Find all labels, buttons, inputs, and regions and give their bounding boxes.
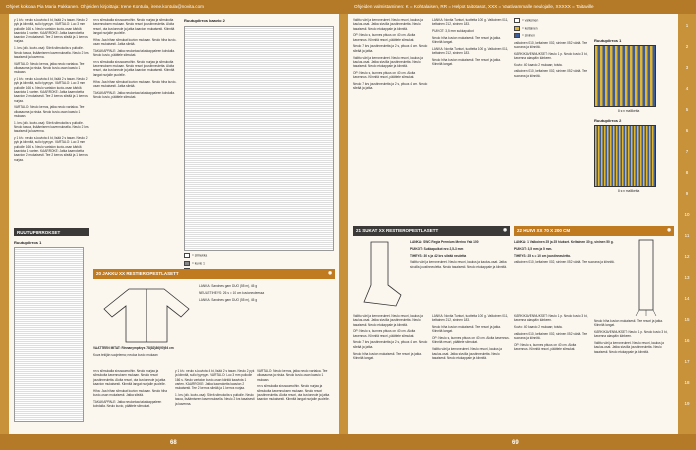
difficulty: XX xyxy=(378,227,385,233)
paragraph: VARTALO: Neulo kerros, jatka neulo vartaloa. Tee olkasauma ja niska. Neulo kuvio-osan kaavio 1 mukaan. xyxy=(257,369,328,382)
paragraph: LANKA: Novita Tunturi, tuotteita 100 g. Valkoinen 011, keltainen 212, sininen 183. xyxy=(432,18,509,27)
camera-icon: ◉ xyxy=(503,227,507,232)
paragraph: Valittu väri ja kerroneuleet. Neulo resori, kaulus ja kaulus-osat. Jatka sivuilla joustinneuletta. Neulo tasaisesti. Neulo etukappale ja kiinnitä. xyxy=(594,341,664,354)
sock-diagram xyxy=(356,240,406,310)
paragraph: TAKAKAPPALE: Jatka neulontaa takakappaleen kohdalla. Neulo kuvio, päättele silmukat. xyxy=(93,399,162,409)
section-tab[interactable]: 3 xyxy=(685,65,689,70)
paragraph: y 1 kh.: neulo s-kuviota 4 kt, lisää 2 s tasan. Neulo 2 pyk ja kiinnitä, sullo tyynyyn. VARTALO: Luo 3 mm puikolle 166 s. Neulo vartalon kuvio-osan kärkiä kaaviota 1 varten. KAARROKE: Jatka kaarroketta kaavion 2 mukaisesti. Tee 2 kerros sileää ja 1 kerros nurjaa. xyxy=(14,18,88,44)
paragraph: TAKAKAPPALE: Jatka neulontaa takakappaleen kohdalla. Neulo kuvio, päättele silmukat. xyxy=(93,48,175,58)
page-number-right: 69 xyxy=(512,440,519,446)
paragraph: Neulo hiha kuvion mukaisesti. Tee resori ja jatka. Kiinnitä langat. xyxy=(432,58,501,67)
paragraph: valkoinen 010, keltainen 002, sininen 052 väriä. Tee suorana ja kiinnitä. xyxy=(514,331,588,341)
paragraph: Neulo 7 krs joustinneuletta ja 2 s, pituus 4 cm. Neulo sileää ja jatka. xyxy=(353,44,428,53)
paragraph: 1. krs (oik. kuvio-osa): Siirrä silmukoita s puikolle. Neulo tasoa, lisäämiseen kavennuksella. Neulo 2 krs tasaisesti ja kavenna. xyxy=(14,120,89,134)
paragraph: Hiha: Jaa hihan silmukat kuvion mukaan. Neulo hiha kuvio-osan mukaisesti. Jatka sileää. xyxy=(93,37,177,46)
paragraph: 1. krs (oik. kuvio-osa): Siirrä silmukoita s puikolle. Neulo tasoa, lisäämiseen kavennuksella. Neulo 2 krs tasaisesti ja kavenna. xyxy=(14,46,89,59)
pattern-title: Ruutupiirros 1 xyxy=(594,38,622,43)
difficulty: XX xyxy=(536,227,543,233)
paragraph: LANKA: SWC Regia Premium Merino Yak 100 xyxy=(410,240,479,244)
section-ref: RESTIEROPESTLASETT xyxy=(385,227,439,233)
section-tab[interactable]: 9 xyxy=(685,191,689,196)
paragraph: TIHEYS: 25 s = 10 cm joustinneuletta. xyxy=(514,253,571,258)
difficulty: XX xyxy=(119,270,126,276)
paragraph: Kuvio: 40 kaavio 2 mukaan; toista. xyxy=(514,62,563,67)
legend-swatch xyxy=(184,261,190,266)
paragraph: NEULETIHEYS: 26 s = 10 cm kuvioneuleessa xyxy=(199,290,265,295)
paragraph: OP: Neulo s, kunnes pituus on 40 cm. Aloita kavennus. Kiinnitä resori, päättele silmukat. xyxy=(514,342,577,352)
section-tabs xyxy=(678,14,696,434)
pattern-title: Ruutupiirros 2 xyxy=(594,118,622,123)
chart-title: Ruutupiirros kaavio 2 xyxy=(184,18,225,23)
section-tab[interactable]: 4 xyxy=(685,86,689,91)
paragraph: nn s silmukalla sivusaumoihin. Neulo nurjaa ja silmukoita kavennuksen mukaan. Neulo resori joustinneuletta. Aloita resori, ota kuvioneule ja jatka kaavion mukaisesti. Kiinnitä langat nurjalle puolelle. xyxy=(93,369,166,386)
left-page xyxy=(9,14,339,434)
paragraph: LANKA: Sandnes garn DUO (55 m), 45 g xyxy=(199,284,258,288)
scarf-section-header xyxy=(514,226,674,236)
legend-item: = silmukka xyxy=(184,253,334,258)
paragraph: Neulo hiha kuvion mukaisesti. Tee resori ja jatka. Kiinnitä langat. xyxy=(353,351,422,360)
sock-materials xyxy=(410,240,510,310)
legend-swatch xyxy=(514,33,520,38)
paragraph: Neulo 7 krs joustinneuletta ja 2 s, pituus 4 cm. Neulo sileää ja jatka. xyxy=(353,340,428,349)
section-tab[interactable]: 6 xyxy=(685,128,689,133)
section-tab[interactable]: 2 xyxy=(685,44,689,49)
camera-icon: ◉ xyxy=(667,227,671,232)
paragraph: Kuva tekijän suojelema; neuloa kuvio mukaan xyxy=(93,352,158,357)
section-tab[interactable]: 18 xyxy=(684,380,690,385)
paragraph: Valittu väri ja kerroneuleet. Neulo resori, kaulus ja kaulus-osat. Jatka sivuilla joustinneuletta. Neulo tasaisesti. Neulo etukappale ja kiinnitä. xyxy=(353,18,423,31)
camera-icon: ◉ xyxy=(328,270,332,275)
instructions-col-b xyxy=(175,369,255,429)
paragraph: PUIKOT: 3,5 mm ja 5 mm. xyxy=(514,246,553,251)
legend-swatch xyxy=(184,253,190,258)
scarf-col-b xyxy=(594,319,674,429)
paragraph: Neulo 7 krs joustinneuletta ja 2 s, pituus 4 cm. Neulo sileää ja jatka. xyxy=(353,82,428,91)
paragraph: LANKA: Novita Tunturi, tuotteita 100 g. Valkoinen 011, keltainen 212, sininen 183. xyxy=(432,314,509,323)
model-header xyxy=(93,269,335,279)
chart-title: Ruutupiirros 1 xyxy=(14,240,42,245)
materials xyxy=(199,284,334,329)
paragraph: Hiha: Jaa hihan silmukat kuvion mukaan. Neulo hiha kuvio-osan mukaisesti. Jatka sileää. xyxy=(93,79,177,88)
right-column-1 xyxy=(353,18,428,228)
paragraph: LANKA: Novita Tunturi, tuotteita 100 g. Valkoinen 011, keltainen 212, sininen 183. xyxy=(432,46,509,56)
pattern-chart-2 xyxy=(594,125,656,187)
paragraph: valkoinen 010, keltainen 002, sininen 052 väriä. Tee suorana ja kiinnitä. xyxy=(514,40,588,49)
right-column-3 xyxy=(514,18,589,228)
paragraph: y 1 kh.: neulo s-kuviota 4 kt, lisää 2 s tasan. Neulo 2 pyk ja kiinnitä, sullo tyynyyn. VARTALO: Luo 3 mm puikolle 166 s. Neulo vartalon kuvio-osan kärkiä kaaviota 1 varten. KAARROKE: Jatka kaarroketta kaavion 2 mukaisesti. Tee 2 kerros sileää ja 1 kerros nurjaa. xyxy=(14,77,88,103)
section-tab[interactable]: 1 xyxy=(685,23,689,28)
legend-swatch xyxy=(514,26,520,31)
section-tab[interactable]: 12 xyxy=(684,254,690,259)
paragraph: KÄRKIKAVENNUKSET: Neulo 1 p. Neulo kuvio 3 kt, kavenna alaspäin kärkeen. xyxy=(594,330,668,339)
paragraph: LANKA: 1 Valkoinen 25 ja 25 hiukset. Keltainen 30 g, sininen 50 g. xyxy=(514,240,614,244)
legend-swatch xyxy=(514,18,520,23)
paragraph: OP: Neulo s, kunnes pituus on 40 cm. Aloita kavennus. Kiinnitä resori, päättele silmukat. xyxy=(353,329,416,338)
knitting-chart-1 xyxy=(14,247,84,422)
paragraph: LANKA: Sandnes garn DUO (55 m), 45 g xyxy=(199,297,258,302)
paragraph: VARTALO: Neulo kerros, jatka neulo vartaloa. Tee olkasauma ja niska. Neulo kuvio-osan kaavio 1 mukaan. xyxy=(14,61,85,75)
paragraph: = sininen xyxy=(514,33,589,38)
paragraph: Valittu väri ja kerroneuleet. Neulo resori, kaulus ja kaulus-osat. Jatka sivuilla joustinneuletta. Neulo tasaisesti. Neulo etukappale ja kiinnitä. xyxy=(410,260,507,269)
section-number: 21 SUKAT xyxy=(356,227,378,233)
model-code: 20 JAKKU xyxy=(96,270,118,276)
paragraph: KÄRKIKAVENNUKSET: Neulo 1 p. Neulo kuvio 3 kt, kavenna alaspäin kärkeen. xyxy=(514,51,588,60)
paragraph: y 1 kh.: neulo s-kuviota 4 kt, lisää 2 s tasan. Neulo 2 pyk ja kiinnitä, sullo tyynyyn. VARTALO: Luo 3 mm puikolle 166 s. Neulo vartalon kuvio-osan kärkiä kaaviota 1 varten. KAARROKE: Jatka kaarroketta kaavion 2 mukaisesti. Tee 2 kerros sileää ja 1 kerros nurjaa. xyxy=(175,369,255,391)
instructions-col-a xyxy=(93,369,173,429)
paragraph: valkoinen 010, keltainen 002, sininen 052 väriä. Tee suorana ja kiinnitä. xyxy=(514,69,588,78)
paragraph: Valittu väri ja kerroneuleet. Neulo resori, kaulus ja kaulus-osat. Jatka sivuilla joustinneuletta. Neulo tasaisesti. Neulo etukappale ja kiinnitä. xyxy=(353,55,423,69)
paragraph: TIHEYS: 30 s ja 42 krs sileää neuletta xyxy=(410,253,467,258)
paragraph: TAKAKAPPALE: Jatka neulontaa takakappaleen kohdalla. Neulo kuvio, päättele silmukat. xyxy=(93,90,175,99)
paragraph: = valkoinen xyxy=(514,18,589,23)
section-header: RUUTUPIIRROKSET xyxy=(14,228,89,236)
section-tab[interactable]: 10 xyxy=(684,212,690,217)
right-page xyxy=(348,14,678,434)
pattern-caption: 8 s:n malliketta xyxy=(618,189,640,193)
paragraph: PUIKOT: 3,5 mm sukkapuikot xyxy=(432,29,474,34)
section-tab[interactable]: 7 xyxy=(685,149,689,154)
paragraph: nn s silmukalla sivusaumoihin. Neulo nurjaa ja silmukoita kavennuksen mukaan. Neulo resori joustinneuletta. Aloita resori, ota kuvioneule ja jatka kaavion mukaisesti. Kiinnitä langat nurjalle puolelle. xyxy=(93,59,175,77)
sock-section-header xyxy=(353,226,510,236)
bottom-band xyxy=(0,434,696,450)
scarf-diagram xyxy=(624,238,669,318)
paragraph: nn s silmukalla sivusaumoihin. Neulo nurjaa ja silmukoita kavennuksen mukaan. Neulo resori joustinneuletta. Aloita resori, ota kuvioneule ja jatka kaavion mukaisesti. Kiinnitä langat nurjalle puolelle. xyxy=(257,384,330,402)
legend-item: = kuvio 1 xyxy=(184,261,334,266)
paragraph: VAATTEEN MITAT: Rinnanympärys 78(82)86(90)94 cm xyxy=(93,346,174,350)
section-tab[interactable]: 15 xyxy=(684,317,690,322)
section-tab[interactable]: 14 xyxy=(684,296,690,301)
header-left: Ohjeet kokoaa Pia Maria Pakkanen. Ohjeiden kirjoittaja: Irene Kontula, irene.kontula@novita.com xyxy=(0,0,348,14)
page-number-left: 68 xyxy=(170,440,177,446)
paragraph: y 1 kh.: neulo s-kuviota 4 kt, lisää 2 s tasan. Neulo 2 pyk ja kiinnitä, sullo tyynyyn. VARTALO: Luo 3 mm puikolle 166 s. Neulo vartalon kuvio-osan kärkiä kaaviota 1 varten. KAARROKE: Jatka kaarroketta kaavion 2 mukaisesti. Tee 2 kerros sileää ja 1 kerros nurjaa. xyxy=(14,136,88,162)
section-tab[interactable]: 8 xyxy=(685,170,689,175)
pattern-chart-1 xyxy=(594,45,656,107)
paragraph: Neulo hiha kuvion mukaisesti. Tee resori ja jatka. Kiinnitä langat. xyxy=(432,35,501,45)
paragraph: nn s silmukalla sivusaumoihin. Neulo nurjaa ja silmukoita kavennuksen mukaan. Neulo resori joustinneuletta. Aloita resori, ota kuvioneule ja jatka kaavion mukaisesti. Kiinnitä langat nurjalle puolelle. xyxy=(93,18,175,35)
paragraph: valkoinen 010, keltainen 002, sininen 052 väriä. Tee suorana ja kiinnitä. xyxy=(514,260,615,265)
paragraph: PUIKOT: Sukkapuikot nro 2,5-3 mm xyxy=(410,246,464,251)
sock-col-a xyxy=(353,314,428,429)
paragraph: OP: Neulo s, kunnes pituus on 40 cm. Aloita kavennus. Kiinnitä resori, päättele silmukat. xyxy=(353,33,416,42)
section-tab[interactable]: 5 xyxy=(685,107,689,112)
section-tab[interactable]: 11 xyxy=(684,233,690,238)
section-number: 22 HUIVI xyxy=(517,227,536,233)
knitting-chart-2 xyxy=(184,26,334,251)
scarf-col-a xyxy=(514,314,589,429)
left-column-1 xyxy=(14,18,89,228)
right-column-2 xyxy=(432,18,510,228)
paragraph: = keltainen xyxy=(514,26,589,31)
scarf-materials xyxy=(514,240,619,310)
pattern-caption: 8 s:n malliketta xyxy=(618,109,640,113)
paragraph: OP: Neulo s, kunnes pituus on 40 cm. Aloita kavennus. Kiinnitä resori, päättele silmukat. xyxy=(353,70,416,80)
jacket-diagram xyxy=(99,284,194,344)
header-right: Ohjeiden valmistaminen: K = Kohtalaisen, RR = Helpot taitotasot, XXX = Vaativammalle neulojalle, XXXXX = Taitaville xyxy=(348,0,696,14)
paragraph: Neulo hiha kuvion mukaisesti. Tee resori ja jatka. Kiinnitä langat. xyxy=(432,325,501,334)
paragraph: Valittu väri ja kerroneuleet. Neulo resori, kaulus ja kaulus-osat. Jatka sivuilla joustinneuletta. Neulo tasaisesti. Neulo etukappale ja kiinnitä. xyxy=(432,347,502,360)
paragraph: Valittu väri ja kerroneuleet. Neulo resori, kaulus ja kaulus-osat. Jatka sivuilla joustinneuletta. Neulo tasaisesti. Neulo etukappale ja kiinnitä. xyxy=(353,314,423,327)
paragraph: VARTALO: Neulo kerros, jatka neulo vartaloa. Tee olkasauma ja niska. Neulo kuvio-osan kaavio 1 mukaan. xyxy=(14,105,85,118)
paragraph: KÄRKIKAVENNUKSET: Neulo 1 p. Neulo kuvio 3 kt, kavenna alaspäin kärkeen. xyxy=(514,314,588,323)
paragraph: Hiha: Jaa hihan silmukat kuvion mukaan. Neulo hiha kuvio-osan mukaisesti. Jatka sileää. xyxy=(93,388,168,397)
paragraph: OP: Neulo s, kunnes pituus on 40 cm. Aloita kavennus. Kiinnitä resori, päättele silmukat. xyxy=(432,336,510,345)
paragraph: Kuvio: 40 kaavio 2 mukaan; toista. xyxy=(514,325,563,330)
model-ref: RESTIEROPESTLASETT xyxy=(126,270,179,276)
paragraph: 1. krs (oik. kuvio-osa): Siirrä silmukoita s puikolle. Neulo tasoa, lisäämiseen kavennuksella. Neulo 2 krs tasaisesti ja kavenna. xyxy=(175,392,255,406)
section-tab[interactable]: 13 xyxy=(684,275,690,280)
section-ref: 70 X 200 CM xyxy=(543,227,571,233)
section-tab[interactable]: 17 xyxy=(684,359,690,364)
paragraph: Neulo hiha kuvion mukaisesti. Tee resori ja jatka. Kiinnitä langat. xyxy=(594,319,663,328)
measurements xyxy=(93,346,335,366)
sock-col-b xyxy=(432,314,510,429)
section-tab[interactable]: 19 xyxy=(684,401,690,406)
instructions-col-c xyxy=(257,369,335,429)
section-tab[interactable]: 16 xyxy=(684,338,690,343)
left-column-2 xyxy=(93,18,178,228)
